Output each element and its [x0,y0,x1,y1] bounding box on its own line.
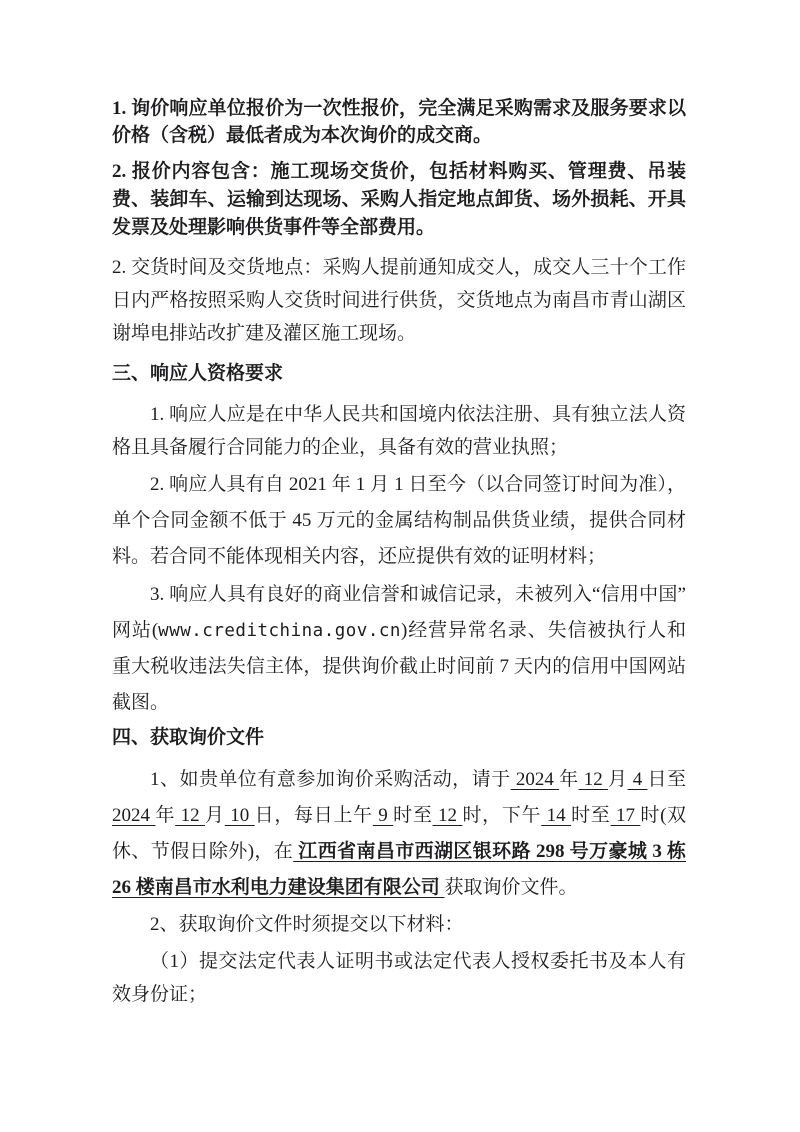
text-run: 时，下午 [462,805,542,826]
paragraph [112,762,686,906]
text-run: 时至 [571,805,611,826]
text-run: 时至 [393,805,433,826]
paragraph [112,909,686,941]
text-run: 1. 询价响应单位报价为一次性报价，完全满足采购需求及服务要求以价格（含税）最低者成为本次询价的成交商。 [112,98,686,146]
text-run: )经营异常名录、失信被执行人和重大税收违法失信主体，提供询价截止时间前 7 天内的信用中国网站截图。 [112,620,687,713]
text-run: 月 [608,769,628,790]
underlined-fill-in: 9 [372,805,394,826]
underlined-fill-in: 12 [432,805,463,826]
underlined-fill-in: 10 [224,805,255,826]
text-run: 时(双休、节假日除外)，在 [112,805,687,862]
text-run: 2. 响应人具有自 2021 年 1 月 1 日至今（以合同签订时间为准），单个合同金额不低于 45 万元的金属结构制品供货业绩，提供合同材料。若合同不能体现相关内容，还应提供有效的证明材料； [112,474,686,567]
underlined-fill-in: 12 [578,769,609,790]
underlined-fill-in: 4 [627,769,648,790]
underlined-fill-in: 17 [610,805,641,826]
text-run: 2. 交货时间及交货地点：采购人提前通知成交人，成交人三十个工作日内严格按照采购人交货时间进行供货，交货地点为南昌市青山湖区谢埠电排站改扩建及灌区施工现场。 [112,257,686,344]
paragraph [112,158,686,242]
text-run: 2、获取询价文件时须提交以下材料： [150,914,464,935]
text-run: 2. 报价内容包含：施工现场交货价，包括材料购买、管理费、吊装费、装卸车、运输到达现场、采购人指定地点卸货、场外损耗、开具发票及处理影响供货事件等全部费用。 [112,161,686,238]
text-run: （1）提交法定代表人证明书或法定代表人授权委托书及本人有效身份证； [112,951,686,1005]
text-run: 日，每日上午 [254,805,373,826]
text-run: 1. 响应人应是在中华人民共和国境内依法注册、具有独立法人资格且具备履行合同能力的企业，具备有效的营业执照； [112,404,686,458]
text-run: 四、获取询价文件 [112,727,265,748]
underlined-fill-in: 14 [541,805,572,826]
text-run: www.creditchina.gov.cn [158,621,401,641]
paragraph [112,251,686,350]
text-run: 获取询价文件。 [444,877,578,898]
text-run: 年 [559,769,579,790]
underlined-fill-in: 12 [175,805,206,826]
text-run: 年 [155,805,176,826]
text-run: 3. 响应人具有良好的商业信誉和诚信记录，未被列入“信用中国”网站( [112,584,686,641]
text-run: 日至 [647,769,686,790]
section-heading [112,722,686,754]
paragraph [112,398,686,464]
paragraph [112,577,686,721]
paragraph [112,467,686,575]
underlined-fill-in: 2024 [112,805,156,826]
section-heading [112,358,686,390]
text-run: 三、响应人资格要求 [112,363,284,384]
document-content [112,95,686,1011]
underlined-fill-in: 江西省南昌市西湖区银环路 298 号万豪城 3 栋 26 楼南昌市水利电力建设集团有限公司 [112,841,686,898]
paragraph [112,945,686,1011]
text-run: 1、如贵单位有意参加询价采购活动，请于 [150,769,511,790]
text-run: 月 [205,805,225,826]
underlined-fill-in: 2024 [510,769,560,790]
paragraph [112,95,686,149]
